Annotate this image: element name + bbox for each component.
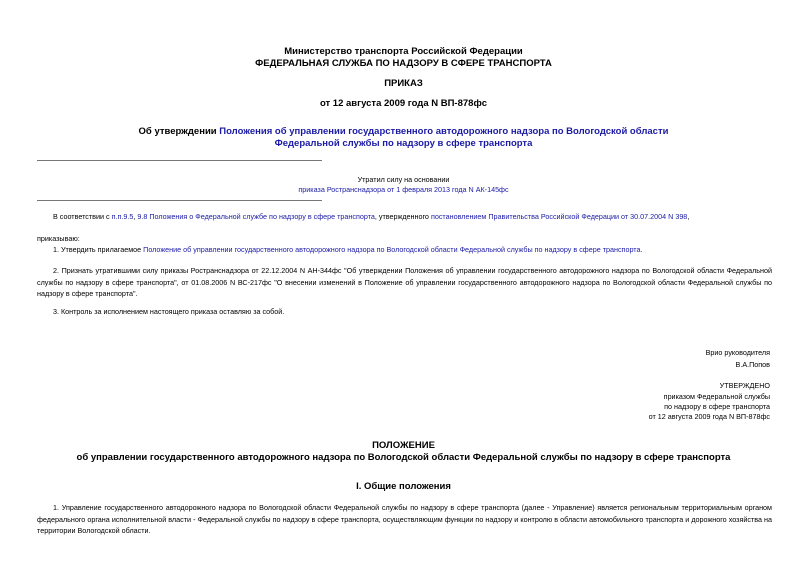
title-prefix: Об утверждении	[138, 126, 220, 137]
regulation-paragraph-1	[37, 502, 772, 537]
document-title	[120, 126, 687, 150]
order-item-1	[37, 244, 772, 256]
preamble	[37, 211, 772, 223]
approval-line-2: приказом Федеральной службы	[663, 392, 770, 401]
document-type: ПРИКАЗ	[384, 78, 423, 89]
divider-top	[37, 160, 322, 161]
section-heading: I. Общие положения	[356, 481, 451, 492]
preamble-text-1: В соответствии с	[53, 212, 112, 221]
item-1-text: 1. Утвердить прилагаемое	[53, 245, 144, 254]
item-1-end: .	[640, 245, 643, 254]
approval-stamp: УТВЕРЖДЕНО	[719, 381, 770, 390]
approval-date: от 12 августа 2009 года N ВП-878фс	[648, 412, 770, 421]
title-regulation-link[interactable]: Положения об управлении государственного автодорожного надзора по Вологодской области Федеральной службы по надзору в сфере транспорта	[219, 126, 669, 149]
regulation-subtitle: об управлении государственного автодорожного надзора по Вологодской области Федеральной службы по надзору в сфере транспорта	[76, 452, 731, 463]
ministry-name: Министерство транспорта Российской Федерации	[284, 46, 523, 57]
service-name: ФЕДЕРАЛЬНАЯ СЛУЖБА ПО НАДЗОРУ В СФЕРЕ ТРАНСПОРТА	[255, 58, 552, 69]
status-note: Утратил силу на основании	[357, 175, 450, 184]
item-2-text: 2. Признать утратившими силу приказы Ространснадзора от 22.12.2004 N АН-344фс "Об утверждении Положения об управлении государственного автодорожного надзора по Вологодской области Федеральной службы по надзору в сфере транспорта", от 01.08.2006 N ВС-217фс "О внесении изменений в Положение об управлении государственного автодорожного надзора по Вологодской области Федеральной службы по надзору в сфере транспорта".	[37, 266, 772, 298]
order-item-3	[37, 306, 772, 318]
order-word: приказываю:	[37, 234, 80, 243]
regulation-paragraph-1-text: 1. Управление государственного автодорожного надзора по Вологодской области Федеральной службы по надзору в сфере транспорта (далее - Управление) является региональным территориальным органом федерального органа исполнительной власти - Федеральной службы по надзору в сфере транспорта, осуществляющим функции по надзору и контролю в области автомобильного транспорта и дорожного хозяйства на территории Вологодской области.	[37, 503, 772, 535]
preamble-text-4: ,	[687, 212, 690, 221]
status-repeal-link[interactable]: приказа Ространснадзора от 1 февраля 2013 года N АК-145фс	[298, 185, 509, 194]
preamble-text-2: ,	[133, 212, 138, 221]
preamble-link-resolution[interactable]: постановлением Правительства Российской Федерации от 30.07.2004 N 398	[430, 212, 688, 221]
preamble-text-3: , утвержденного	[374, 212, 431, 221]
divider-bottom	[37, 200, 322, 201]
signature-name: В.А.Попов	[735, 360, 770, 369]
approval-line-3: по надзору в сфере транспорта	[664, 402, 770, 411]
regulation-title: ПОЛОЖЕНИЕ	[372, 440, 435, 451]
preamble-link-regulation[interactable]: 9.8 Положения о Федеральной службе по надзору в сфере транспорта	[137, 212, 375, 221]
signature-role: Врио руководителя	[705, 348, 770, 357]
order-item-2	[37, 265, 772, 300]
item-3-text: 3. Контроль за исполнением настоящего приказа оставляю за собой.	[53, 307, 285, 316]
preamble-link-clause[interactable]: п.п.9.5	[111, 212, 134, 221]
document-date: от 12 августа 2009 года N ВП-878фс	[319, 98, 488, 109]
item-1-link[interactable]: Положение об управлении государственного автодорожного надзора по Вологодской области Федеральной службы по надзору в сфере транспорта	[143, 245, 641, 254]
